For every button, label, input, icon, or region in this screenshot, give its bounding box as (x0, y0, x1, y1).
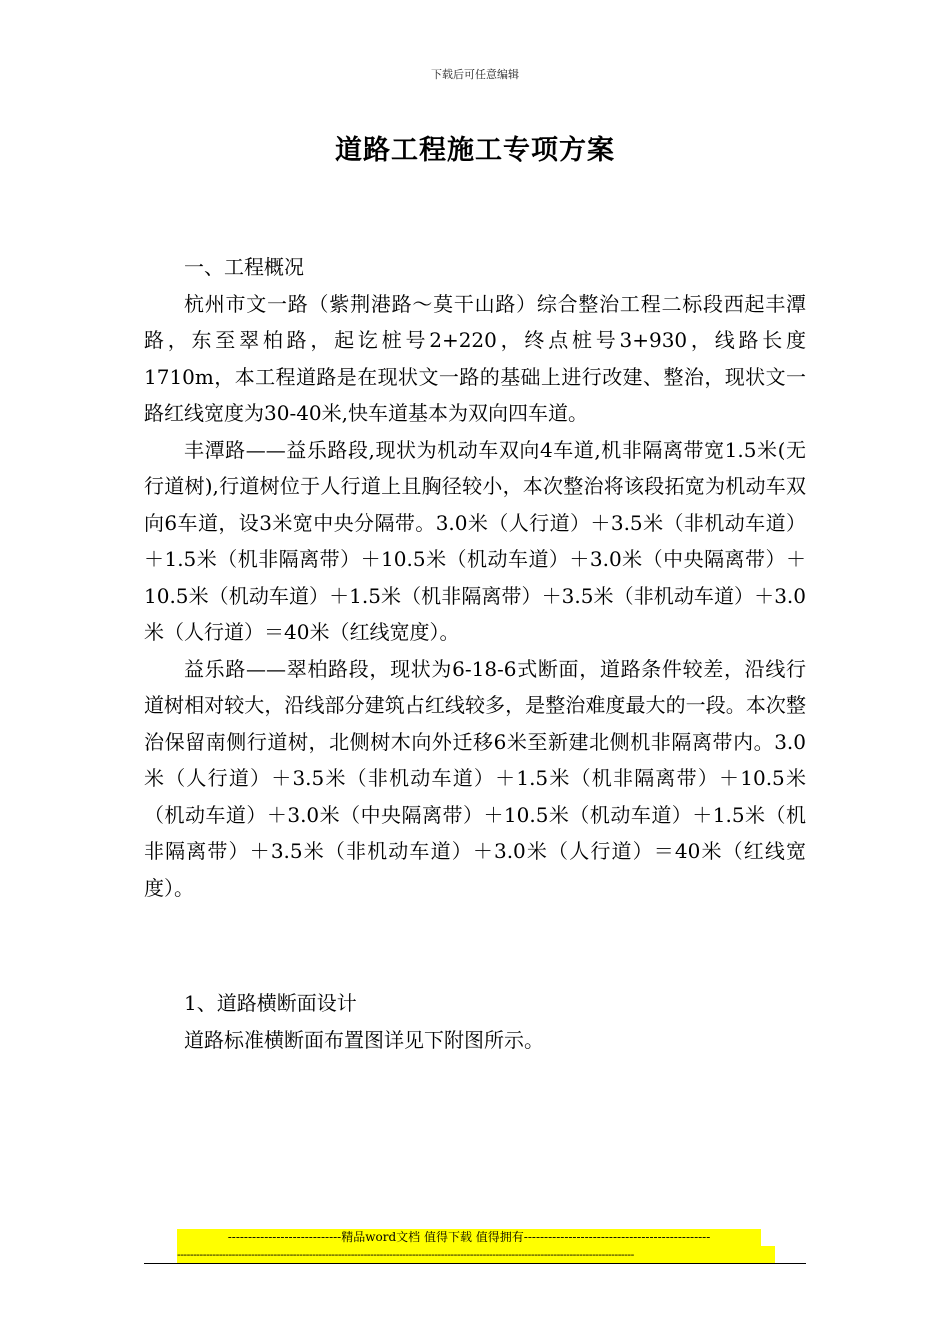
paragraph: 杭州市文一路（紫荆港路～莫干山路）综合整治工程二标段西起丰潭路，东至翠柏路，起讫桩号2+220，终点桩号3+930，线路长度1710m，本工程道路是在现状文一路的基础上进行改建、整治，现状文一路红线宽度为30-40米,快车道基本为双向四车道。 (144, 291, 806, 425)
section-heading: 一、工程概况 (184, 255, 304, 279)
footer-banner (177, 1229, 775, 1263)
paragraph: 益乐路——翠柏路段，现状为6-18-6式断面，道路条件较差，沿线行道树相对较大，沿线部分建筑占红线较多，是整治难度最大的一段。本次整治保留南侧行道树，北侧树木向外迁移6米至新建北侧机非隔离带内。3.0米（人行道）＋3.5米（非机动车道）＋1.5米（机非隔离带）＋10.5米（机动车道）＋3.0米（中央隔离带）＋10.5米（机动车道）＋1.5米（机非隔离带）＋3.5米（非机动车道）＋3.0米（人行道）＝40米（红线宽度）。 (144, 656, 806, 900)
footer-banner-text: ----------------------------精品word文档 值得下载 值得拥有---------------------------------------------- (177, 1229, 761, 1246)
paragraph: 道路标准横断面布置图详见下附图所示。 (184, 1027, 544, 1052)
document-title: 道路工程施工专项方案 (335, 135, 615, 166)
section-cross-section-design (144, 985, 806, 1058)
section-heading: 1、道路横断面设计 (184, 991, 357, 1015)
section-overview (144, 249, 806, 906)
paragraph: 丰潭路——益乐路段,现状为机动车双向4车道,机非隔离带宽1.5米(无行道树),行道树位于人行道上且胸径较小，本次整治将该段拓宽为机动车双向6车道，设3米宽中央分隔带。3.0米（人行道）＋3.5米（非机动车道）＋1.5米（机非隔离带）＋10.5米（机动车道）＋3.0米（中央隔离带）＋10.5米（机动车道）＋1.5米（机非隔离带）＋3.5米（非机动车道）＋3.0米（人行道）＝40米（红线宽度）。 (144, 437, 806, 644)
footer-divider (144, 1263, 806, 1264)
footer-banner-dashes: ---------------------------------------------------------------------------------------------------------------------------------------------- (177, 1246, 775, 1263)
header-note: 下载后可任意编辑 (431, 68, 519, 81)
